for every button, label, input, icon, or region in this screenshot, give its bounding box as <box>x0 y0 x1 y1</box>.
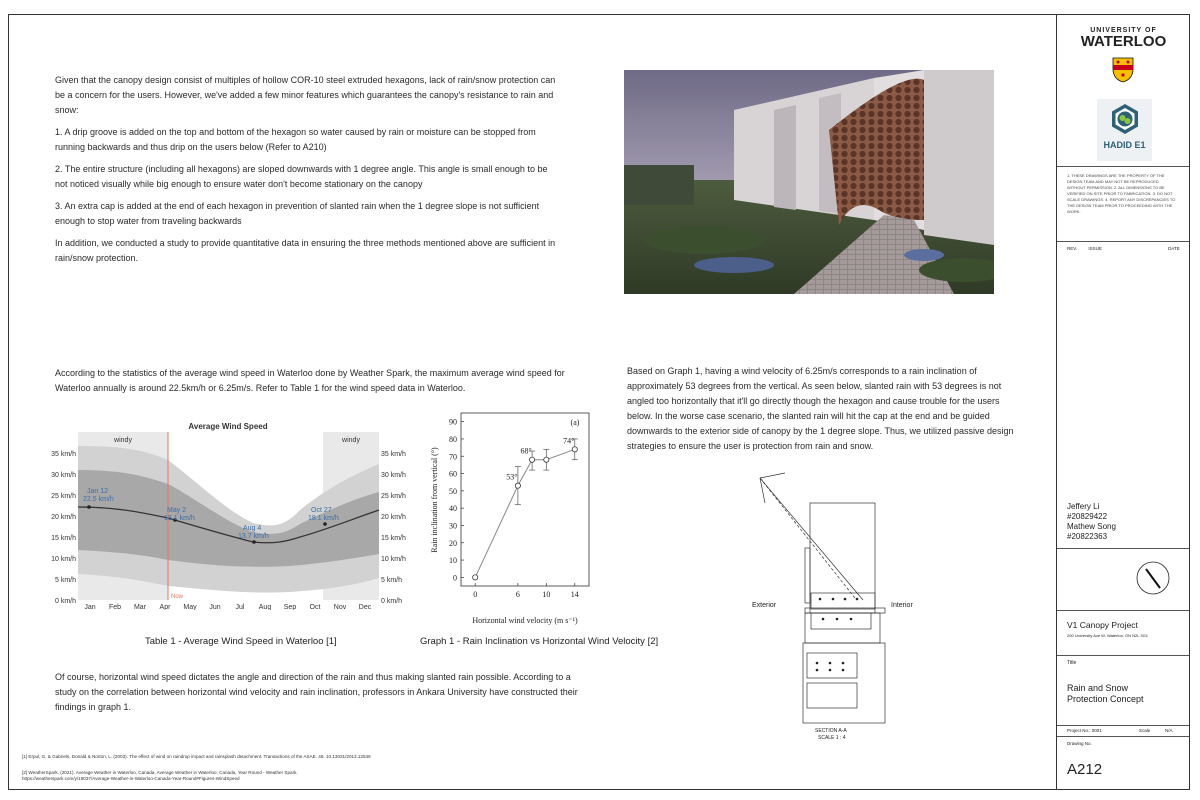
interior-label: Interior <box>891 602 913 609</box>
wind-month: Jun <box>209 604 221 610</box>
wind-month-ticks <box>84 604 371 610</box>
exterior-label: Exterior <box>752 602 777 609</box>
university-line-1: UNIVERSITY OF <box>1090 27 1157 34</box>
x-tick-label: 0 <box>473 590 478 599</box>
panel-label: (a) <box>570 418 580 427</box>
hexagon-logo-icon <box>1110 103 1140 135</box>
wind-month: Nov <box>333 604 347 610</box>
intro-paragraph-2: 1. A drip groove is added on the top and bottom of the hexagon so water caused by rain or moisture can be stopped from running backwards and thus drip on the users below (Refer to A210) <box>55 127 536 152</box>
reference-1: [1] Erpul, G. & Gabriels, Donald & Norton, L. (2003). The effect of wind on raindrop impact and rainsplash detachment. Transactions of the ASAE. 46. 10.13031/2013.12546 <box>22 754 371 759</box>
data-point <box>544 457 549 462</box>
wind-month: Sep <box>283 604 297 610</box>
intro-paragraph-1: Given that the canopy design consist of multiples of hollow COR-10 steel extruded hexagons, lack of rain/snow protection can be a concern for the users. However, we've added a few minor features which guarantees the canopy's resistance to rain and snow: <box>55 75 556 115</box>
author-id: #20822363 <box>1067 532 1108 541</box>
university-line-2: WATERLOO <box>1080 33 1167 50</box>
wind-ytick: 15 km/h <box>51 535 76 542</box>
wind-chart-title: Average Wind Speed <box>188 422 268 431</box>
university-wordmark <box>1057 27 1190 49</box>
point-label: 74° <box>563 436 575 446</box>
wind-ytick: 35 km/h <box>51 451 76 458</box>
north-arrow-icon <box>1135 560 1171 601</box>
y-tick-label: 0 <box>453 573 457 583</box>
y-tick-label: 70 <box>449 452 457 462</box>
wind-ytick: 20 km/h <box>381 514 406 521</box>
general-notes: 1. THESE DRAWINGS ARE THE PROPERTY OF THE DESIGN TEAM AND MAY NOT BE REPRODUCED WITHOUT PERMISSION. 2. ALL DIMENSIONS TO BE VERIFIED ON SITE PRIOR TO FABRICATION. 3. DO NOT SCALE DRAWINGS. 4. REPORT ANY DISCREPANCIES TO THE DESIGN TEAM PRIOR TO PROCEEDING WITH THE WORK. <box>1067 173 1176 214</box>
title-block <box>1057 14 1190 790</box>
project-number: Project No.: 0001 <box>1067 728 1102 733</box>
wind-month: Feb <box>108 604 122 610</box>
intro-paragraph-5: In addition, we conducted a study to provide quantitative data in ensuring the three methods mentioned above are sufficient in rain/snow protection. <box>55 238 556 263</box>
ann-may-value: 18.1 km/h <box>164 515 195 522</box>
wind-ytick: 10 km/h <box>381 556 406 563</box>
rev-label: REV. <box>1067 246 1078 251</box>
scale-value: N/A <box>1165 728 1173 733</box>
x-tick-label: 10 <box>542 590 551 599</box>
author-names <box>1067 502 1116 542</box>
y-axis-label: Rain inclination from vertical (°) <box>430 447 439 553</box>
section-scale: SCALE 1 : 4 <box>818 735 846 741</box>
wind-month: May <box>183 604 197 610</box>
wind-month: Jul <box>235 604 245 610</box>
canopy-rendering <box>624 70 994 294</box>
ann-jan-label: Jan 12 <box>87 488 109 495</box>
drawing-title <box>1067 683 1144 705</box>
x-tick-label: 6 <box>515 590 520 599</box>
wind-y-ticks-left <box>51 451 76 605</box>
wind-ytick: 0 km/h <box>54 598 76 605</box>
point-label: 68° <box>520 446 532 456</box>
y-tick-label: 30 <box>449 521 457 531</box>
wind-month: Dec <box>358 604 372 610</box>
wind-ytick: 25 km/h <box>381 493 406 500</box>
reference-2b: https://weatherspark.com/y/19037/Average-Weather-in-Waterloo-Canada-Year-Round#Figures-WindSpeed <box>22 776 240 781</box>
y-tick-label: 10 <box>449 556 457 566</box>
crest-icon <box>1112 57 1134 88</box>
data-point <box>515 483 520 488</box>
wind-ytick: 15 km/h <box>381 535 406 542</box>
table1-caption: Table 1 - Average Wind Speed in Waterloo [1] <box>145 636 337 647</box>
data-point <box>572 447 577 452</box>
windy-label-left: windy <box>114 437 132 444</box>
project-address: 200 University Ave W, Waterloo, ON N2L 3G1 <box>1067 633 1148 638</box>
team-logo <box>1097 99 1152 161</box>
wind-month: Aug <box>258 604 272 610</box>
drawing-number-label: Drawing No. <box>1067 741 1092 746</box>
intro-text <box>55 73 560 273</box>
point-label: 53° <box>506 472 518 482</box>
y-tick-label: 20 <box>449 538 457 548</box>
y-tick-label: 50 <box>449 486 457 496</box>
issue-label: ISSUE <box>1088 246 1102 251</box>
y-tick-label: 80 <box>449 434 457 444</box>
drawing-title-line-2: Protection Concept <box>1067 694 1144 704</box>
wind-ytick: 25 km/h <box>51 493 76 500</box>
title-label: Title <box>1067 660 1077 666</box>
date-label: DATE <box>1168 246 1180 251</box>
intro-paragraph-3: 2. The entire structure (including all hexagons) are sloped downwards with 1 degree angle. This angle is small enough to be not noticed visually while big enough to ensure water don't become stationary on the canopy <box>55 164 548 189</box>
wind-ytick: 0 km/h <box>381 598 403 605</box>
ann-oct-value: 18.1 km/h <box>308 515 339 522</box>
wind-month: Apr <box>159 604 171 610</box>
x-axis-label: Horizontal wind velocity (m s⁻¹) <box>472 616 578 625</box>
wind-month: Jan <box>84 604 96 610</box>
wind-ytick: 30 km/h <box>51 472 76 479</box>
author-name: Mathew Song <box>1067 522 1116 531</box>
y-tick-label: 40 <box>449 504 457 514</box>
revision-header <box>1067 246 1185 251</box>
intro-paragraph-4: 3. An extra cap is added at the end of each hexagon in prevention of slanted rain when the 1 degree slope is not sufficient enough to stop water from traveling backwards <box>55 201 540 226</box>
wind-ytick: 5 km/h <box>381 577 403 584</box>
wind-speed-chart <box>45 418 415 610</box>
author-name: Jeffery Li <box>1067 502 1100 511</box>
wind-y-ticks-right <box>381 451 406 605</box>
wind-ytick: 10 km/h <box>51 556 76 563</box>
wind-month: Oct <box>309 604 321 610</box>
ann-may-label: May 2 <box>167 507 187 514</box>
rain-inclination-chart <box>425 405 605 630</box>
windy-label-right: windy <box>342 437 360 444</box>
y-tick-label: 60 <box>449 469 457 479</box>
scale-label: Scale <box>1139 728 1151 733</box>
wind-speed-text: According to the statistics of the average wind speed in Waterloo done by Weather Spark, the maximum average wind speed for Waterloo annually is around 22.5km/h or 6.25m/s. Refer to Table 1 for the wind speed data in Waterloo. <box>55 368 565 393</box>
y-tick-label: 90 <box>449 417 457 427</box>
ann-oct-label: Oct 27 <box>311 507 332 514</box>
team-name: HADID E1 <box>1103 140 1146 150</box>
data-point <box>473 575 478 580</box>
wind-month: Mar <box>133 604 147 610</box>
reference-2a: [2] WeatherSpark. (2021). Average Weather in Waterloo, Canada, Average Weather in Waterloo, Canada, Year Round - Weather Spark. <box>22 770 298 775</box>
x-tick-label: 14 <box>570 590 579 599</box>
ann-aug-label: Aug 4 <box>243 525 262 532</box>
slanted-rain-text: Of course, horizontal wind speed dictates the angle and direction of the rain and thus making slanted rain possible. According to a study on the correlation between horizontal wind velocity and rain inclination, professors in Ankara University have constructed their findings in graph 1. <box>55 672 578 712</box>
wind-ytick: 20 km/h <box>51 514 76 521</box>
graph-explanation-text: Based on Graph 1, having a wind velocity of 6.25m/s corresponds to a rain inclination of approximately 53 degrees from the vertical. As seen below, slanted rain with 53 degrees is not angled too horizontally that it'll go directly though the hexagon and cause trouble for the users below. In the worse case scenario, the slanted rain will hit the cap at the end and be guided downwards to the exterior side of canopy by the 1 degree slope. Thus, we utilized passive design strategies to ensure the user is protection from rain and snow. <box>627 366 1014 451</box>
data-point <box>530 457 535 462</box>
wind-ytick: 35 km/h <box>381 451 406 458</box>
drawing-number: A212 <box>1067 761 1103 778</box>
ann-aug-value: 13.7 km/h <box>238 533 269 540</box>
author-id: #20829422 <box>1067 512 1108 521</box>
drawing-title-line-1: Rain and Snow <box>1067 683 1129 693</box>
project-name: V1 Canopy Project <box>1067 620 1138 630</box>
wind-ytick: 5 km/h <box>54 577 76 584</box>
wind-ytick: 30 km/h <box>381 472 406 479</box>
ann-jan-value: 22.5 km/h <box>83 496 114 503</box>
graph1-caption: Graph 1 - Rain Inclination vs Horizontal Wind Velocity [2] <box>420 636 659 647</box>
series-line <box>475 446 575 577</box>
section-title: SECTION A-A <box>815 728 847 734</box>
now-label: Now <box>171 594 184 600</box>
